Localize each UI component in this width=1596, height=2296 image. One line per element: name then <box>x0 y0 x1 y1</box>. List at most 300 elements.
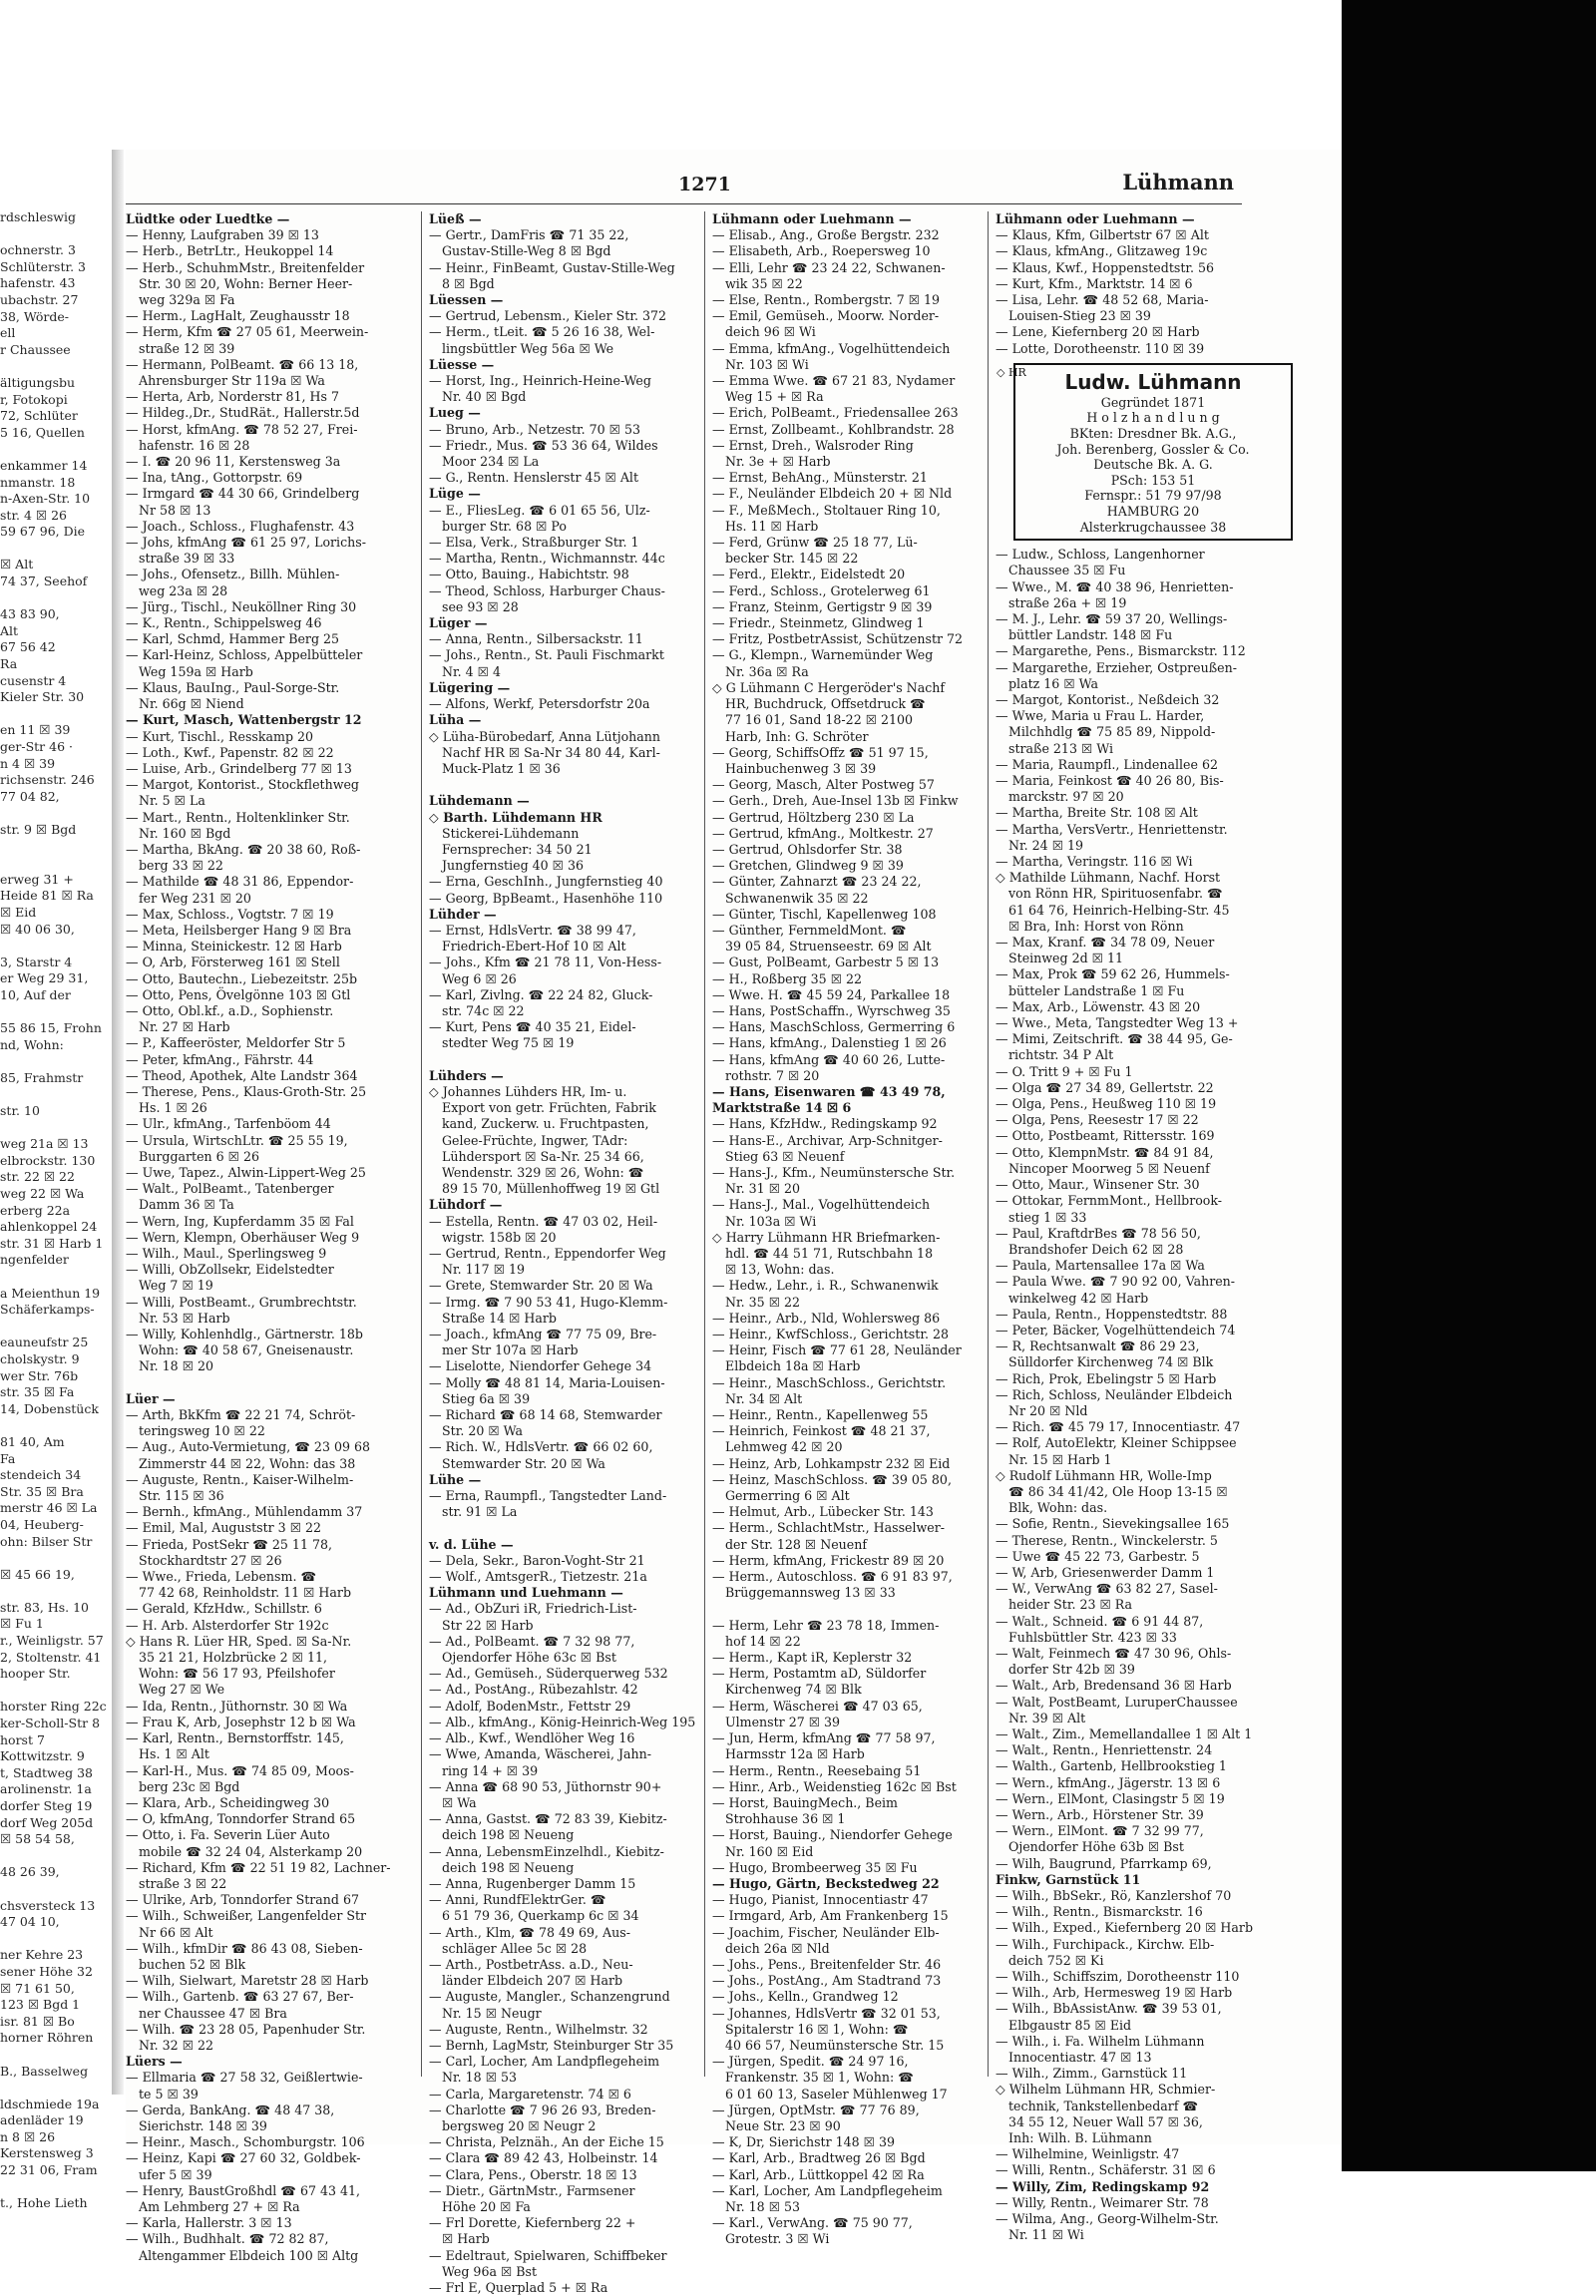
directory-entry-line: — Martha, BkAng. ☎ 20 38 60, Roß- <box>126 841 361 857</box>
directory-entry-line: Wohn: ☎ 40 58 67, Gneisenaustr. <box>139 1342 354 1358</box>
directory-entry-line: — Kurt, Tischl., Resskamp 20 <box>126 728 314 744</box>
directory-entry-line: — Otto, Obl.kf., a.D., Sophienstr. <box>126 1002 334 1018</box>
directory-entry-line: — Kurt, Pens ☎ 40 35 21, Eidel- <box>429 1019 636 1035</box>
directory-entry-line: — Peter, kfmAng., Fährstr. 44 <box>126 1051 314 1067</box>
directory-entry-line: — Gerald, KfzHdw., Schillstr. 6 <box>126 1601 322 1617</box>
fragment-line: nmanstr. 18 <box>0 474 76 490</box>
directory-entry-line: — Herta, Arb, Norderstr 81, Hs 7 <box>126 389 340 405</box>
fragment-line <box>0 1550 118 1567</box>
directory-entry-line: — Jürgen, OptMstr. ☎ 77 76 89, <box>712 2102 920 2117</box>
directory-entry-line: Muck-Platz 1 ☒ 36 <box>442 760 561 776</box>
fragment-line: 123 ☒ Bgd 1 <box>0 1997 81 2013</box>
directory-entry-line: — Walt., Rentn., Henriettenstr. 24 <box>996 1742 1213 1758</box>
fragment-line: t, Stadtweg 38 <box>0 1764 94 1780</box>
directory-entry-line: — Hildeg.,Dr., StudRät., Hallerstr.5d <box>126 405 360 421</box>
directory-entry-line: — Willy, Rentn., Weimarer Str. 78 <box>996 2194 1209 2210</box>
fragment-line: 5 16, Quellen <box>0 424 85 440</box>
directory-entry-line: von Rönn HR, Spirituosenfabr. ☎ <box>1008 886 1223 902</box>
directory-entry-line: — Hugo, Pianist, Innocentiastr 47 <box>712 1892 929 1908</box>
directory-entry-line: ring 14 + ☒ 39 <box>442 1762 539 1778</box>
directory-entry-line: Brandshofer Deich 62 ☒ 28 <box>1008 1241 1184 1257</box>
directory-entry-line: — Ad., ObZuri iR, Friedrich-List- <box>429 1601 637 1617</box>
directory-entry-line: rothstr. 7 ☒ 20 <box>725 1067 820 1083</box>
directory-entry-line: mobile ☎ 32 24 04, Alsterkamp 20 <box>139 1843 363 1859</box>
ad-title: Ludw. Lühmann <box>1064 369 1242 394</box>
directory-entry-line: — Anna, LebensmEinzelhdl., Kiebitz- <box>429 1843 664 1859</box>
directory-entry-line: — Karl, Arb., Lüttkoppel 42 ☒ Ra <box>712 2166 925 2182</box>
directory-entry-line: — Johannes, HdlsVertr ☎ 32 01 53, <box>712 2005 941 2021</box>
directory-entry-line: Weg 6 ☒ 26 <box>442 970 517 986</box>
directory-entry-line: — Hermann, PolBeamt. ☎ 66 13 18, <box>126 356 359 372</box>
directory-entry-line: — Jun, Herm, kfmAng ☎ 77 58 97, <box>712 1730 936 1746</box>
directory-entry-line: — Walt, PostBeamt, LuruperChaussee <box>996 1694 1238 1710</box>
directory-entry-line: — Ad., PostAng., Rübezahlstr. 42 <box>429 1682 638 1698</box>
directory-entry-line: 6 51 79 36, Querkamp 6c ☒ 34 <box>442 1908 639 1924</box>
fragment-line: Ra <box>0 656 18 672</box>
directory-entry-line: see 93 ☒ 28 <box>442 598 519 614</box>
directory-entry-line: — Alb., Kwf., Wendlöher Weg 16 <box>429 1730 635 1746</box>
directory-entry-line: — Martha, Veringstr. 116 ☒ Wi <box>996 854 1193 870</box>
directory-entry-line: — Elisabeth, Arb., Roepersweg 10 <box>712 243 931 259</box>
directory-entry-line: — Heinr., Masch., Schomburgstr. 106 <box>126 2134 365 2150</box>
fragment-line: hafenstr. 43 <box>0 275 76 291</box>
fragment-line: Alt <box>0 622 19 638</box>
surname-heading: Lüesse — <box>429 356 495 372</box>
surname-heading: Lühdorf — <box>429 1197 503 1213</box>
directory-entry-line: — Wilh., Budhhalt. ☎ 72 82 87, <box>126 2231 329 2247</box>
fragment-line: eauneufstr 25 <box>0 1335 89 1350</box>
directory-entry-line: 35 21 21, Holzbrücke 2 ☒ 11, <box>139 1650 327 1666</box>
directory-entry-line: Str. 20 ☒ Wa <box>442 1423 524 1439</box>
directory-entry-line: — F., Neuländer Elbdeich 20 + ☒ Nld <box>712 486 953 502</box>
directory-entry-line: Stockhardtstr 27 ☒ 26 <box>139 1552 282 1568</box>
directory-entry-line: — Henry, BaustGroßhdl ☎ 67 43 41, <box>126 2182 361 2198</box>
fragment-line: 43 83 90, <box>0 606 60 622</box>
directory-entry-line: — Wilh, Sielwart, Maretstr 28 ☒ Harb <box>126 1973 369 1989</box>
fragment-line: ochnerstr. 3 <box>0 242 76 258</box>
fragment-line <box>0 1053 118 1070</box>
fragment-line <box>0 855 118 872</box>
directory-entry-line: Grotestr. 3 ☒ Wi <box>725 2231 830 2247</box>
directory-entry-line: Wendenstr. 329 ☒ 26, Wohn: ☎ <box>442 1164 644 1180</box>
surname-heading: Lüessen — <box>429 292 504 308</box>
surname-heading: Lühmann oder Luehmann — <box>996 211 1195 226</box>
fragment-line: ldschmiede 19a <box>0 2096 100 2111</box>
directory-entry-line: — Karl-Heinz, Schloss, Appelbütteler <box>126 647 363 663</box>
directory-entry-line: deich 198 ☒ Neueng <box>442 1859 575 1875</box>
directory-entry-line: — Else, Rentn., Rombergstr. 7 ☒ 19 <box>712 292 941 308</box>
fragment-line: n-Axen-Str. 10 <box>0 491 91 507</box>
directory-entry-line: — Ottokar, FernmMont., Hellbrook- <box>996 1193 1223 1209</box>
fragment-line <box>0 1848 118 1865</box>
directory-entry-line: — Arth, BkKfm ☎ 22 21 74, Schröt- <box>126 1407 356 1423</box>
directory-entry-line: — Gertr., DamFris ☎ 71 35 22, <box>429 227 629 243</box>
fragment-line: richsenstr. 246 <box>0 772 95 788</box>
fragment-line <box>0 358 118 375</box>
directory-entry-line: ◇ Mathilde Lühmann, Nachf. Horst <box>996 870 1221 886</box>
fragment-line: 38, Wörde- <box>0 308 69 324</box>
fragment-line <box>0 839 118 856</box>
directory-entry-line: — Wolf., AmtsgerR., Tietzestr. 21a <box>429 1569 647 1585</box>
directory-entry-line: — Klaus, BauIng., Paul-Sorge-Str. <box>126 679 340 695</box>
directory-entry-line: Nr. 39 ☒ Alt <box>1008 1710 1086 1725</box>
directory-entry-line: — Wilh., BbAssistAnw. ☎ 39 53 01, <box>996 2001 1222 2017</box>
directory-entry-line: deich 26a ☒ Nld <box>725 1940 830 1956</box>
page-edge-shadow <box>112 150 124 2095</box>
fragment-line: ubachstr. 27 <box>0 291 79 307</box>
directory-entry-line: — Willi, Rentn., Schäferstr. 31 ☒ 6 <box>996 2162 1216 2178</box>
directory-entry-line: Marktstraße 14 ☒ 6 <box>712 1100 852 1116</box>
directory-entry-line: 89 15 70, Müllenhoffweg 19 ☒ Gtl <box>442 1181 660 1197</box>
directory-entry-line: heider Str. 23 ☒ Ra <box>1008 1597 1133 1613</box>
directory-entry-line: — Herm, Postamtm aD, Süldorfer <box>712 1666 927 1682</box>
fragment-line: en 11 ☒ 39 <box>0 722 71 738</box>
directory-entry-line: burger Str. 68 ☒ Po <box>442 518 567 534</box>
directory-entry-line: — Ida, Rentn., Jüthornstr. 30 ☒ Wa <box>126 1698 348 1714</box>
directory-entry-line: — Ulr., kfmAng., Tarfenböom 44 <box>126 1116 331 1132</box>
directory-entry-line: — Willi, PostBeamt., Grumbrechtstr. <box>126 1294 357 1310</box>
fragment-line <box>0 1004 118 1021</box>
directory-entry-line: Nr. 103 ☒ Wi <box>725 356 809 372</box>
directory-entry-line: Am Lehmberg 27 + ☒ Ra <box>139 2198 300 2214</box>
directory-entry-line: Spitalerstr 16 ☒ 1, Wohn: ☎ <box>725 2021 909 2037</box>
directory-entry-line: — Wwe., Frieda, Lebensm. ☎ <box>126 1569 317 1585</box>
fragment-line: Heide 81 ☒ Ra <box>0 888 94 904</box>
directory-entry-line: Neue Str. 23 ☒ 90 <box>725 2117 841 2133</box>
directory-entry-line: — Auguste, Mangler., Schanzengrund <box>429 1989 670 2005</box>
directory-entry-line: — G., Klempn., Warnemünder Weg <box>712 647 934 663</box>
fragment-line: nd, Wohn: <box>0 1036 64 1052</box>
ad-line: Gegründet 1871 <box>1100 394 1206 410</box>
directory-entry-line: — Hinr., Arb., Weidenstieg 162c ☒ Bst <box>712 1778 957 1794</box>
directory-entry-line: — Wilh., Arb, Hermesweg 19 ☒ Harb <box>996 1985 1233 2001</box>
directory-entry-line: ◇ Rudolf Lühmann HR, Wolle-Imp <box>996 1467 1212 1483</box>
fragment-line: wer Str. 76b <box>0 1367 79 1383</box>
directory-entry-line: — Arth., PostbetrAss. a.D., Neu- <box>429 1956 633 1972</box>
fragment-line: 14, Dobenstück <box>0 1400 99 1416</box>
directory-entry-line: — Johs., Ofensetz., Billh. Mühlen- <box>126 567 340 582</box>
directory-entry-line: — Auguste, Rentn., Wilhelmstr. 32 <box>429 2021 648 2037</box>
directory-entry-line: — Heinz, MaschSchloss. ☎ 39 05 80, <box>712 1471 952 1487</box>
directory-entry-line: kand, Zuckerw. u. Fruchtpasten, <box>442 1116 649 1132</box>
directory-entry-line: — Hans-J., Kfm., Neumünstersche Str. <box>712 1164 956 1180</box>
fragment-line: er Weg 29 31, <box>0 970 89 986</box>
fragment-line: str. 9 ☒ Bgd <box>0 821 77 837</box>
fragment-line: chsversteck 13 <box>0 1897 96 1913</box>
surname-heading: Lüeß — <box>429 211 482 226</box>
directory-entry-line: — Wilh., i. Fa. Wilhelm Lühmann <box>996 2033 1205 2049</box>
directory-entry-line: — Gertrud, kfmAng., Moltkestr. 27 <box>712 825 934 841</box>
directory-entry-line: Nr. 27 ☒ Harb <box>139 1019 230 1035</box>
directory-entry-line: — W, Arb, Griesenwerder Damm 1 <box>996 1564 1215 1580</box>
directory-entry-line: straße 26a + ☒ 19 <box>1008 594 1127 610</box>
directory-entry-line: — Fritz, PostbetrAssist, Schützenstr 72 <box>712 631 964 647</box>
directory-entry-line: — Anna ☎ 68 90 53, Jüthornstr 90+ <box>429 1778 662 1794</box>
directory-entry-line: Stemwarder Str. 20 ☒ Wa <box>442 1455 605 1471</box>
fragment-line: Str. 35 ☒ Bra <box>0 1483 84 1499</box>
directory-entry-line: — Molly ☎ 48 81 14, Maria-Louisen- <box>429 1374 665 1390</box>
directory-entry-line: — Ellmaria ☎ 27 58 32, Geißlertwie- <box>126 2070 363 2086</box>
fragment-line: hooper Str. <box>0 1666 71 1682</box>
directory-entry-line: Kirchenweg 74 ☒ Blk <box>725 1682 862 1698</box>
directory-entry-line: — Friedr., Mus. ☎ 53 36 64, Wildes <box>429 437 658 453</box>
fragment-line: ner Kehre 23 <box>0 1947 84 1963</box>
directory-entry-line: Stieg 63 ☒ Neuenf <box>725 1148 845 1164</box>
fragment-line: erberg 22a <box>0 1202 71 1218</box>
directory-entry-line: ☒ Bra, Inh: Horst von Rönn <box>1008 918 1184 934</box>
directory-entry-line: — Johs, kfmAng ☎ 61 25 97, Lorichs- <box>126 535 366 551</box>
directory-entry-line: str. 91 ☒ La <box>442 1504 518 1520</box>
directory-entry-line: — Herb., SchuhmMstr., Breitenfelder <box>126 259 365 275</box>
directory-entry-line: Burggarten 6 ☒ 26 <box>139 1148 259 1164</box>
directory-entry-line: — Hans, kfmAng., Dalenstieg 1 ☒ 26 <box>712 1035 947 1051</box>
directory-entry-line: — Anna, Rentn., Silbersackstr. 11 <box>429 631 643 647</box>
directory-entry-line: 8 ☒ Bgd <box>442 275 495 291</box>
fragment-line: elbrockstr. 130 <box>0 1152 96 1168</box>
fragment-line: 04, Heuberg- <box>0 1516 84 1532</box>
directory-entry-line: — Ina, tAng., Gottorpstr. 69 <box>126 470 303 486</box>
ad-hr-marker: ◇ HR <box>997 365 1026 379</box>
directory-entry-line: Nr. 66g ☒ Niend <box>139 696 244 712</box>
directory-entry-line <box>712 1601 999 1617</box>
directory-entry-line: — Lene, Kiefernberg 20 ☒ Harb <box>996 324 1200 340</box>
directory-entry-line: — Bernh., kfmAng., Mühlendamm 37 <box>126 1504 363 1520</box>
directory-entry-line <box>429 1520 716 1536</box>
directory-entry-line: — Rich, Schloss, Neuländer Elbdeich <box>996 1386 1233 1402</box>
directory-entry-line: — Herm., Rentn., Reesebaing 51 <box>712 1762 922 1778</box>
directory-entry-line: — Franz, Steinm, Gertigstr 9 ☒ 39 <box>712 598 933 614</box>
facing-page-fragment <box>0 209 118 2211</box>
directory-entry-line: — Wern., ElMont. ☎ 7 32 99 77, <box>996 1823 1204 1839</box>
fragment-line <box>0 2047 118 2064</box>
directory-entry-line: bergsweg 20 ☒ Neugr 2 <box>442 2117 597 2133</box>
directory-entry-line: fer Weg 231 ☒ 20 <box>139 890 251 906</box>
directory-entry-line: — Wilhelmine, Weinligstr. 47 <box>996 2146 1180 2162</box>
directory-entry-line: — Otto, Postbeamt, Rittersstr. 169 <box>996 1128 1215 1144</box>
fragment-line: ältigungsbu <box>0 374 76 390</box>
directory-entry-line: Nr. 5 ☒ La <box>139 793 205 809</box>
directory-entry-line: Nr. 18 ☒ 20 <box>139 1358 214 1374</box>
directory-entry-line: straße 3 ☒ 22 <box>139 1875 227 1891</box>
directory-entry-line: — Wern., ElMont, Clasingstr 5 ☒ 19 <box>996 1790 1225 1806</box>
directory-entry-line: 77 16 01, Sand 18-22 ☒ 2100 <box>725 712 914 728</box>
directory-entry-line: — Dietr., GärtnMstr., Farmsener <box>429 2182 635 2198</box>
directory-entry-line: — Grete, Stemwarder Str. 20 ☒ Wa <box>429 1278 653 1294</box>
directory-page <box>126 150 1342 2295</box>
directory-entry-line: — O, Arb, Försterweg 161 ☒ Stell <box>126 955 340 970</box>
directory-entry-line: Nr. 18 ☒ 53 <box>442 2070 518 2086</box>
directory-entry-line: — Karl, Arb., Bradtweg 26 ☒ Bgd <box>712 2150 926 2166</box>
directory-entry-line: Ojendorfer Höhe 63b ☒ Bst <box>1008 1839 1184 1855</box>
directory-entry-line: — Liselotte, Niendorfer Gehege 34 <box>429 1358 652 1374</box>
fragment-line: 10, Auf der <box>0 986 71 1002</box>
fragment-line: 22 31 06, Fram <box>0 2162 98 2178</box>
directory-entry-line: — Therese, Rentn., Winckelerstr. 5 <box>996 1532 1218 1548</box>
surname-heading: Lühmann und Luehmann — <box>429 1585 623 1601</box>
directory-entry-line: Nr. 160 ☒ Eid <box>725 1843 814 1859</box>
directory-entry-line: Nr. 40 ☒ Bgd <box>442 389 527 405</box>
directory-entry-line: mer Str 107a ☒ Harb <box>442 1342 579 1358</box>
directory-entry-line: Nr. 11 ☒ Wi <box>1008 2227 1084 2243</box>
fragment-line: t., Hohe Lieth <box>0 2195 88 2211</box>
directory-entry-line: dorfer Str 42b ☒ 39 <box>1008 1662 1135 1678</box>
fragment-line: 72, Schlüter <box>0 408 78 424</box>
directory-entry-line: — Herm., Autoschloss. ☎ 6 91 83 97, <box>712 1569 953 1585</box>
directory-entry-line: — Max, Schloss., Vogtstr. 7 ☒ 19 <box>126 906 334 922</box>
directory-entry-line: — Hans, KfzHdw., Redingskamp 92 <box>712 1116 938 1132</box>
directory-entry-line: — Lotte, Dorotheenstr. 110 ☒ 39 <box>996 340 1205 356</box>
directory-entry-line: Stickerei-Lühdemann <box>442 825 580 841</box>
fragment-line: stendeich 34 <box>0 1467 82 1483</box>
directory-entry-line: — Uwe ☎ 45 22 73, Garbestr. 5 <box>996 1548 1200 1564</box>
directory-entry-line: stedter Weg 75 ☒ 19 <box>442 1035 575 1051</box>
directory-entry-line: — Karl, Rentn., Bernstorffstr. 145, <box>126 1730 344 1746</box>
directory-entry-line: Nr. 31 ☒ 20 <box>725 1181 801 1197</box>
directory-entry-line: — Luise, Arb., Grindelberg 77 ☒ 13 <box>126 760 352 776</box>
directory-entry-line: Milchhdlg ☎ 75 85 89, Nippold- <box>1008 724 1216 740</box>
directory-entry-line: — Heinz, Arb, Lohkampstr 232 ☒ Eid <box>712 1455 951 1471</box>
directory-entry-line: — Olga ☎ 27 34 89, Gellertstr. 22 <box>996 1079 1214 1095</box>
directory-entry-line: — Adolf, BodenMstr., Fettstr 29 <box>429 1698 631 1714</box>
directory-entry-line: — Rich. ☎ 45 79 17, Innocentiastr. 47 <box>996 1419 1241 1435</box>
directory-entry-line: Ojendorfer Höhe 63c ☒ Bst <box>442 1650 616 1666</box>
directory-entry-line: straße 39 ☒ 33 <box>139 551 235 567</box>
directory-entry-line: — E., FliesLeg. ☎ 6 01 65 56, Ulz- <box>429 502 650 518</box>
fragment-line: 2, Stoltenstr. 41 <box>0 1649 102 1665</box>
directory-entry-line: — Charlotte ☎ 7 96 26 93, Breden- <box>429 2102 656 2117</box>
directory-entry-line: ☎ 86 34 41/42, Ole Hoop 13-15 ☒ <box>1008 1483 1228 1499</box>
directory-entry-line: Steinweg 2d ☒ 11 <box>1008 951 1123 966</box>
directory-entry-line: — Minna, Steinickestr. 12 ☒ Harb <box>126 939 342 955</box>
directory-entry-line: lingsbüttler Weg 56a ☒ We <box>442 340 614 356</box>
directory-column-3 <box>712 211 999 2247</box>
directory-entry-line: — Sofie, Rentn., Sievekingsallee 165 <box>996 1516 1230 1532</box>
directory-entry-line: — Ferd., Schloss., Grotelerweg 61 <box>712 582 931 598</box>
directory-entry-line: — Wilma, Ang., Georg-Wilhelm-Str. <box>996 2211 1219 2227</box>
directory-entry-line: — Karl, Schmd, Hammer Berg 25 <box>126 631 340 647</box>
directory-entry-line: — Ferd, Grünw ☎ 25 18 77, Lü- <box>712 535 918 551</box>
directory-entry-line: — Loth., Kwf., Papenstr. 82 ☒ 22 <box>126 744 334 760</box>
directory-entry-line: — Arth., Klm, ☎ 78 49 69, Aus- <box>429 1924 630 1940</box>
directory-entry-line: — Paula Wwe. ☎ 7 90 92 00, Vahren- <box>996 1274 1236 1290</box>
directory-entry-line: — Ernst, BehAng., Münsterstr. 21 <box>712 470 928 486</box>
directory-entry-line: — Walt., Arb, Bredensand 36 ☒ Harb <box>996 1678 1232 1694</box>
directory-entry-line: — Gerh., Dreh, Aue-Insel 13b ☒ Finkw <box>712 793 959 809</box>
directory-entry-line: marckstr. 97 ☒ 20 <box>1008 789 1124 805</box>
directory-entry-line: — Wwe, Maria u Frau L. Harder, <box>996 708 1205 724</box>
directory-column-2 <box>429 211 716 2295</box>
directory-entry-line: — Horst, kfmAng. ☎ 78 52 27, Frei- <box>126 421 358 437</box>
fragment-line: ahlenkoppel 24 <box>0 1219 98 1235</box>
directory-entry-line: — Wilh., Schiffszim, Dorotheenstr 110 <box>996 1969 1240 1985</box>
directory-entry-line: — Therese, Pens., Klaus-Groth-Str. 25 <box>126 1083 367 1099</box>
directory-entry-line: Hs. 1 ☒ Alt <box>139 1746 209 1762</box>
directory-entry-line: — Anna, Rugenberger Damm 15 <box>429 1875 636 1891</box>
directory-entry-line: — Herm., SchlachtMstr., Hasselwer- <box>712 1520 946 1536</box>
surname-heading: Lüger — <box>429 615 488 631</box>
fragment-line: r, Fotokopi <box>0 391 68 407</box>
fragment-line <box>0 2080 118 2097</box>
directory-entry-line: — Heinr., MaschSchloss., Gerichtstr. <box>712 1374 947 1390</box>
directory-entry-line: 61 64 76, Heinrich-Helbing-Str. 45 <box>1008 902 1230 918</box>
directory-entry-line: — I. ☎ 20 96 11, Kerstensweg 3a <box>126 454 341 470</box>
directory-entry-line: platz 16 ☒ Wa <box>1008 675 1098 691</box>
directory-entry-line: — Erna, GeschInh., Jungfernstieg 40 <box>429 874 663 890</box>
directory-entry-line: — Kurt, Kfm., Marktstr. 14 ☒ 6 <box>996 275 1193 291</box>
directory-entry-line: Nr 58 ☒ 13 <box>139 502 211 518</box>
fragment-line: ☒ 58 54 58, <box>0 1831 75 1847</box>
directory-entry-line: — Carl, Locher, Am Landpflegeheim <box>429 2054 660 2070</box>
directory-entry-line: Elbgaustr 85 ☒ Eid <box>1008 2017 1132 2033</box>
fragment-line: horst 7 <box>0 1731 45 1747</box>
directory-entry-line: — K, Dr, Sierichstr 148 ☒ 39 <box>712 2134 895 2150</box>
directory-entry-line: — Hans, kfmAng ☎ 40 60 26, Lutte- <box>712 1051 946 1067</box>
directory-entry-line: — Gerda, BankAng. ☎ 48 47 38, <box>126 2102 335 2117</box>
fragment-line: cholskystr. 9 <box>0 1350 80 1366</box>
directory-entry-line: — Theod, Apothek, Alte Landstr 364 <box>126 1067 358 1083</box>
ad-line: Deutsche Bk. A. G. <box>1093 457 1213 473</box>
directory-entry-line: Altengammer Elbdeich 100 ☒ Altg <box>139 2247 359 2263</box>
directory-entry-line: Moor 234 ☒ La <box>442 454 540 470</box>
directory-entry-line: winkelweg 42 ☒ Harb <box>1008 1290 1149 1306</box>
directory-entry-line: Lehmweg 42 ☒ 20 <box>725 1439 843 1455</box>
directory-entry-line: ◇ Wilhelm Lühmann HR, Schmier- <box>996 2082 1216 2098</box>
directory-entry-line: — Elsa, Verk., Straßburger Str. 1 <box>429 535 639 551</box>
fragment-line: Kieler Str. 30 <box>0 689 85 705</box>
fragment-line <box>0 805 118 822</box>
directory-entry-line: — Margarethe, Pens., Bismarckstr. 112 <box>996 643 1246 659</box>
surname-heading: Lüers — <box>126 2054 183 2070</box>
fragment-line: str. 4 ☒ 26 <box>0 507 67 523</box>
directory-entry-line: 34 55 12, Neuer Wall 57 ☒ 36, <box>1008 2113 1203 2129</box>
fragment-line: 67 56 42 <box>0 639 56 655</box>
directory-entry-line: — Karl, Locher, Am Landpflegeheim <box>712 2182 943 2198</box>
directory-entry-line: — Gertrud, Ohlsdorfer Str. 38 <box>712 841 903 857</box>
directory-entry-line: — Herm., LagHalt, Zeughausstr 18 <box>126 308 350 324</box>
directory-entry-line: — Horst, BauingMech., Beim <box>712 1794 898 1810</box>
directory-entry-line: Schwanenwik 35 ☒ 22 <box>725 890 869 906</box>
directory-entry-line: — Wwe, Amanda, Wäscherei, Jahn- <box>429 1746 651 1762</box>
directory-entry-line: — Johs., Rentn., St. Pauli Fischmarkt <box>429 647 664 663</box>
directory-entry-line: Nr. 36a ☒ Ra <box>725 663 809 679</box>
fragment-line: ell <box>0 325 16 341</box>
directory-entry-line: Str. 115 ☒ 36 <box>139 1488 224 1504</box>
directory-entry-line: richtstr. 34 P Alt <box>1008 1047 1114 1063</box>
directory-entry-line: — Otto, Bauing., Habichtstr. 98 <box>429 567 629 582</box>
directory-entry-line: — Estella, Rentn. ☎ 47 03 02, Heil- <box>429 1213 658 1229</box>
directory-entry-line: — Richard, Kfm ☎ 22 51 19 82, Lachner- <box>126 1859 391 1875</box>
directory-entry-line: — Georg, Masch, Alter Postweg 57 <box>712 777 935 793</box>
directory-entry-line: länder Elbdeich 207 ☒ Harb <box>442 1973 623 1989</box>
fragment-line: ☒ Alt <box>0 557 34 573</box>
directory-entry-line: — Herm., Kapt iR, Keplerstr 32 <box>712 1650 913 1666</box>
directory-entry-line: Nr 66 ☒ Alt <box>139 1924 213 1940</box>
directory-entry-line: — Lisa, Lehr. ☎ 48 52 68, Maria- <box>996 292 1209 308</box>
directory-entry-line: — Ad., Gemüseh., Süderquerweg 532 <box>429 1666 668 1682</box>
ad-line: Joh. Berenberg, Gossler & Co. <box>1056 441 1250 457</box>
directory-entry-line: 40 66 57, Neumünstersche Str. 15 <box>725 2037 945 2053</box>
directory-entry-line: Nr. 160 ☒ Bgd <box>139 825 231 841</box>
directory-entry-line: — Wilh., Exped., Kiefernberg 20 ☒ Harb <box>996 1920 1254 1936</box>
directory-entry-line: — Alfons, Werkf, Petersdorfstr 20a <box>429 696 650 712</box>
directory-entry-line: Gelee-Früchte, Ingwer, TAdr: <box>442 1132 628 1148</box>
directory-entry-line: Export von getr. Früchten, Fabrik <box>442 1100 656 1116</box>
fragment-line: rdschleswig <box>0 209 76 224</box>
directory-entry-line: Nr. 35 ☒ 22 <box>725 1294 801 1310</box>
directory-entry-line: — Alb., kfmAng., König-Heinrich-Weg 195 <box>429 1714 696 1729</box>
surname-heading: Lüge — <box>429 486 481 502</box>
fragment-line: sener Höhe 32 <box>0 1963 93 1979</box>
